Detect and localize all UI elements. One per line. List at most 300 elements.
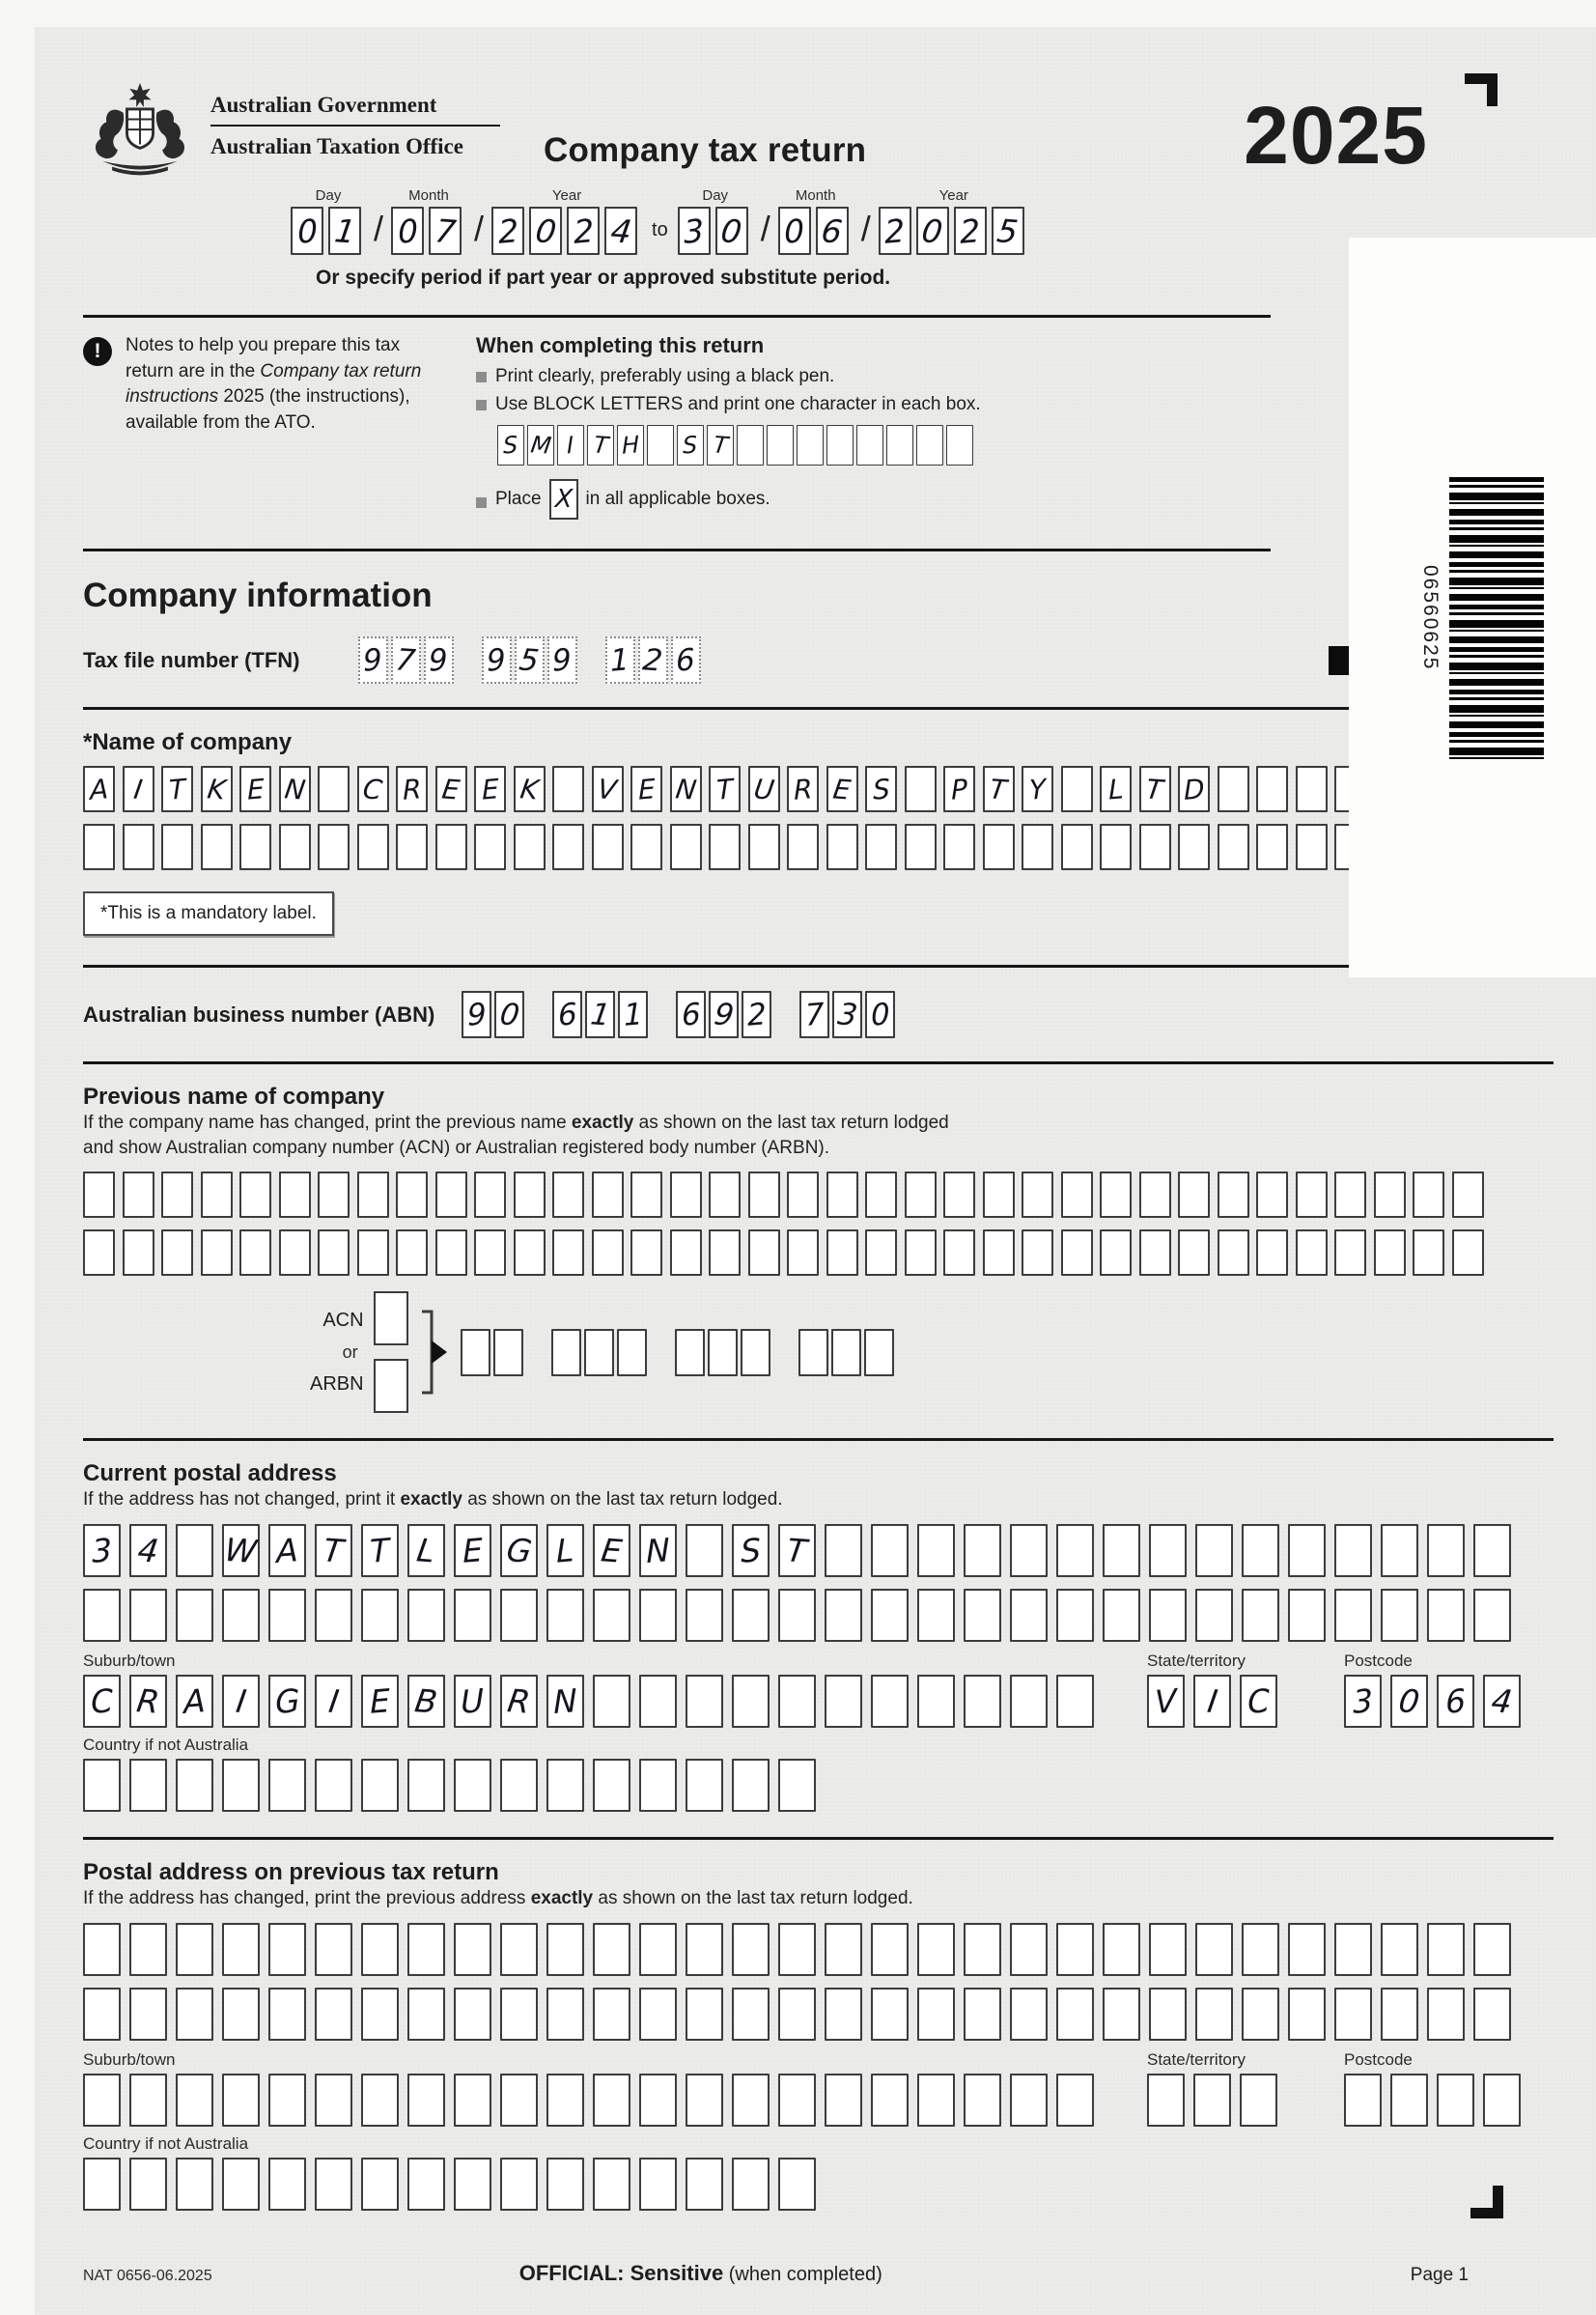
- char-box[interactable]: [407, 1988, 445, 2041]
- char-box[interactable]: [83, 1589, 121, 1642]
- char-box[interactable]: [1390, 1675, 1428, 1728]
- char-box[interactable]: [686, 1524, 723, 1577]
- char-box[interactable]: [686, 1675, 723, 1728]
- char-box[interactable]: [1413, 1172, 1444, 1218]
- char-box[interactable]: [83, 1675, 121, 1728]
- char-box[interactable]: [1149, 1589, 1187, 1642]
- char-box[interactable]: [552, 766, 584, 812]
- char-box[interactable]: [826, 425, 854, 466]
- char-box[interactable]: [742, 991, 771, 1038]
- char-box[interactable]: [500, 2158, 538, 2211]
- char-box[interactable]: [1149, 1923, 1187, 1976]
- char-box[interactable]: [943, 1229, 975, 1276]
- char-box[interactable]: [454, 1524, 491, 1577]
- char-box[interactable]: [407, 2158, 445, 2211]
- char-box[interactable]: [268, 2158, 306, 2211]
- char-box[interactable]: [222, 1675, 260, 1728]
- char-box[interactable]: [748, 1172, 780, 1218]
- char-box[interactable]: [1103, 1589, 1140, 1642]
- char-box[interactable]: [493, 1329, 523, 1376]
- char-box[interactable]: [825, 2074, 862, 2127]
- char-box[interactable]: [737, 425, 764, 466]
- char-box[interactable]: [917, 1524, 955, 1577]
- char-box[interactable]: [1103, 1988, 1140, 2041]
- char-box[interactable]: [671, 636, 701, 684]
- char-box[interactable]: [732, 2158, 770, 2211]
- char-box[interactable]: [83, 766, 115, 812]
- char-box[interactable]: [1100, 766, 1132, 812]
- char-box[interactable]: [123, 824, 154, 870]
- char-box[interactable]: [129, 1675, 167, 1728]
- char-box[interactable]: [831, 1329, 861, 1376]
- char-box[interactable]: [592, 766, 624, 812]
- char-box[interactable]: [407, 1675, 445, 1728]
- char-box[interactable]: [546, 1675, 584, 1728]
- char-box[interactable]: [787, 1172, 819, 1218]
- char-box[interactable]: [1010, 1675, 1048, 1728]
- char-box[interactable]: [176, 2158, 213, 2211]
- char-box[interactable]: [318, 1172, 350, 1218]
- char-box[interactable]: [865, 991, 895, 1038]
- char-box[interactable]: [708, 1329, 738, 1376]
- char-box[interactable]: [778, 1524, 816, 1577]
- char-box[interactable]: [992, 207, 1024, 255]
- char-box[interactable]: [357, 1229, 389, 1276]
- char-box[interactable]: [161, 766, 193, 812]
- char-box[interactable]: [917, 1675, 955, 1728]
- char-box[interactable]: [825, 1524, 862, 1577]
- char-box[interactable]: [816, 207, 849, 255]
- char-box[interactable]: [514, 1172, 546, 1218]
- char-box[interactable]: [552, 1229, 584, 1276]
- char-box[interactable]: [767, 425, 794, 466]
- char-box[interactable]: [647, 425, 674, 466]
- char-box[interactable]: [1381, 1524, 1418, 1577]
- char-box[interactable]: [778, 1675, 816, 1728]
- char-box[interactable]: [778, 207, 811, 255]
- char-box[interactable]: [1061, 1229, 1093, 1276]
- char-box[interactable]: [617, 1329, 647, 1376]
- char-box[interactable]: [592, 1172, 624, 1218]
- char-box[interactable]: [514, 1229, 546, 1276]
- char-box[interactable]: [1139, 1172, 1171, 1218]
- char-box[interactable]: [1437, 2074, 1474, 2127]
- char-box[interactable]: [482, 636, 512, 684]
- char-box[interactable]: [552, 824, 584, 870]
- char-box[interactable]: [905, 1229, 937, 1276]
- char-box[interactable]: [686, 1589, 723, 1642]
- char-box[interactable]: [357, 1172, 389, 1218]
- char-box[interactable]: [1147, 2074, 1185, 2127]
- char-box[interactable]: [435, 766, 467, 812]
- char-box[interactable]: [676, 991, 706, 1038]
- char-box[interactable]: [474, 1229, 506, 1276]
- char-box[interactable]: [871, 1589, 909, 1642]
- char-box[interactable]: [670, 766, 702, 812]
- char-box[interactable]: [1240, 1675, 1277, 1728]
- char-box[interactable]: [361, 2158, 399, 2211]
- char-box[interactable]: [361, 1988, 399, 2041]
- char-box[interactable]: [161, 1172, 193, 1218]
- char-box[interactable]: [1288, 1988, 1326, 2041]
- char-box[interactable]: [529, 207, 562, 255]
- char-box[interactable]: [514, 824, 546, 870]
- char-box[interactable]: [474, 766, 506, 812]
- char-box[interactable]: [291, 207, 323, 255]
- char-box[interactable]: [268, 1524, 306, 1577]
- char-box[interactable]: [315, 2074, 352, 2127]
- char-box[interactable]: [315, 1759, 352, 1812]
- char-box[interactable]: [83, 824, 115, 870]
- char-box[interactable]: [357, 824, 389, 870]
- char-box[interactable]: [778, 1759, 816, 1812]
- char-box[interactable]: [778, 1589, 816, 1642]
- char-box[interactable]: [474, 1172, 506, 1218]
- char-box[interactable]: [176, 1589, 213, 1642]
- char-box[interactable]: [1256, 1229, 1288, 1276]
- char-box[interactable]: [1056, 1675, 1094, 1728]
- char-box[interactable]: [593, 2158, 630, 2211]
- char-box[interactable]: [946, 425, 973, 466]
- char-box[interactable]: [865, 824, 897, 870]
- char-box[interactable]: [871, 1524, 909, 1577]
- char-box[interactable]: [552, 991, 582, 1038]
- char-box[interactable]: [675, 1329, 705, 1376]
- char-box[interactable]: [1061, 1172, 1093, 1218]
- char-box[interactable]: [239, 766, 271, 812]
- char-box[interactable]: [1256, 1172, 1288, 1218]
- char-box[interactable]: [630, 1229, 662, 1276]
- char-box[interactable]: [1010, 1923, 1048, 1976]
- char-box[interactable]: [1483, 1675, 1521, 1728]
- char-box[interactable]: [1413, 1229, 1444, 1276]
- char-box[interactable]: [587, 425, 614, 466]
- char-box[interactable]: [1381, 1988, 1418, 2041]
- char-box[interactable]: [787, 1229, 819, 1276]
- char-box[interactable]: [787, 766, 819, 812]
- char-box[interactable]: [129, 1923, 167, 1976]
- char-box[interactable]: [825, 1589, 862, 1642]
- char-box[interactable]: [964, 1524, 1001, 1577]
- char-box[interactable]: [1483, 2074, 1521, 2127]
- char-box[interactable]: [741, 1329, 770, 1376]
- char-box[interactable]: [391, 207, 424, 255]
- char-box[interactable]: [318, 766, 350, 812]
- char-box[interactable]: [83, 1172, 115, 1218]
- char-box[interactable]: [1242, 1589, 1279, 1642]
- char-box[interactable]: [1381, 1589, 1418, 1642]
- char-box[interactable]: [639, 1988, 677, 2041]
- char-box[interactable]: [1022, 824, 1053, 870]
- char-box[interactable]: [1218, 824, 1249, 870]
- char-box[interactable]: [527, 425, 554, 466]
- char-box[interactable]: [396, 824, 428, 870]
- char-box[interactable]: [491, 207, 524, 255]
- char-box[interactable]: [462, 991, 491, 1038]
- char-box[interactable]: [748, 824, 780, 870]
- char-box[interactable]: [856, 425, 883, 466]
- char-box[interactable]: [268, 1589, 306, 1642]
- char-box[interactable]: [396, 1229, 428, 1276]
- char-box[interactable]: [123, 766, 154, 812]
- char-box[interactable]: [500, 1988, 538, 2041]
- char-box[interactable]: [1452, 1229, 1484, 1276]
- char-box[interactable]: [328, 207, 361, 255]
- char-box[interactable]: [983, 766, 1015, 812]
- char-box[interactable]: [639, 1759, 677, 1812]
- char-box[interactable]: [129, 1988, 167, 2041]
- char-box[interactable]: [1242, 1923, 1279, 1976]
- char-box[interactable]: [429, 207, 462, 255]
- char-box[interactable]: [1193, 2074, 1231, 2127]
- char-box[interactable]: [500, 2074, 538, 2127]
- char-box[interactable]: [799, 991, 829, 1038]
- char-box[interactable]: [176, 1675, 213, 1728]
- char-box[interactable]: [222, 1589, 260, 1642]
- char-box[interactable]: [407, 1759, 445, 1812]
- char-box[interactable]: [593, 1923, 630, 1976]
- char-box[interactable]: [474, 824, 506, 870]
- char-box[interactable]: [454, 1759, 491, 1812]
- char-box[interactable]: [1100, 824, 1132, 870]
- char-box[interactable]: [826, 1229, 858, 1276]
- char-box[interactable]: [943, 824, 975, 870]
- char-box[interactable]: [593, 1988, 630, 2041]
- char-box[interactable]: [435, 1172, 467, 1218]
- char-box[interactable]: [825, 1675, 862, 1728]
- char-box[interactable]: [732, 1923, 770, 1976]
- char-box[interactable]: [500, 1923, 538, 1976]
- char-box[interactable]: [497, 425, 524, 466]
- char-box[interactable]: [176, 2074, 213, 2127]
- char-box[interactable]: [732, 1524, 770, 1577]
- char-box[interactable]: [176, 1524, 213, 1577]
- char-box[interactable]: [943, 1172, 975, 1218]
- char-box[interactable]: [917, 2074, 955, 2127]
- char-box[interactable]: [1334, 1589, 1372, 1642]
- char-box[interactable]: [239, 1229, 271, 1276]
- char-box[interactable]: [630, 766, 662, 812]
- char-box[interactable]: [1195, 1524, 1233, 1577]
- char-box[interactable]: [1288, 1524, 1326, 1577]
- char-box[interactable]: [500, 1759, 538, 1812]
- char-box[interactable]: [546, 1923, 584, 1976]
- char-box[interactable]: [123, 1172, 154, 1218]
- char-box[interactable]: [1178, 824, 1210, 870]
- char-box[interactable]: [865, 1172, 897, 1218]
- char-box[interactable]: [584, 1329, 614, 1376]
- char-box[interactable]: [268, 1923, 306, 1976]
- char-box[interactable]: [1296, 824, 1328, 870]
- char-box[interactable]: [201, 824, 233, 870]
- char-box[interactable]: [797, 425, 824, 466]
- char-box[interactable]: [677, 425, 704, 466]
- char-box[interactable]: [639, 2074, 677, 2127]
- char-box[interactable]: [871, 2074, 909, 2127]
- char-box[interactable]: [407, 1589, 445, 1642]
- char-box[interactable]: [686, 1759, 723, 1812]
- char-box[interactable]: [617, 425, 644, 466]
- char-box[interactable]: [1344, 1675, 1382, 1728]
- char-box[interactable]: [670, 1172, 702, 1218]
- char-box[interactable]: [905, 766, 937, 812]
- char-box[interactable]: [222, 2074, 260, 2127]
- char-box[interactable]: [1139, 1229, 1171, 1276]
- char-box[interactable]: [879, 207, 911, 255]
- char-box[interactable]: [546, 1524, 584, 1577]
- char-box[interactable]: [361, 1923, 399, 1976]
- char-box[interactable]: [500, 1675, 538, 1728]
- char-box[interactable]: [983, 1172, 1015, 1218]
- char-box[interactable]: [916, 207, 949, 255]
- char-box[interactable]: [605, 636, 635, 684]
- char-box[interactable]: [709, 1229, 741, 1276]
- char-box[interactable]: [461, 1329, 490, 1376]
- char-box[interactable]: [983, 1229, 1015, 1276]
- char-box[interactable]: [454, 1923, 491, 1976]
- char-box[interactable]: [709, 766, 741, 812]
- char-box[interactable]: [546, 1988, 584, 2041]
- char-box[interactable]: [1473, 1923, 1511, 1976]
- char-box[interactable]: [865, 766, 897, 812]
- char-box[interactable]: [1218, 1172, 1249, 1218]
- char-box[interactable]: [83, 1229, 115, 1276]
- char-box[interactable]: [315, 2158, 352, 2211]
- char-box[interactable]: [639, 1675, 677, 1728]
- char-box[interactable]: [161, 824, 193, 870]
- char-box[interactable]: [1473, 1589, 1511, 1642]
- char-box[interactable]: [83, 1524, 121, 1577]
- char-box[interactable]: [494, 991, 524, 1038]
- char-box[interactable]: [686, 2074, 723, 2127]
- char-box[interactable]: [83, 2158, 121, 2211]
- char-box[interactable]: [361, 1524, 399, 1577]
- char-box[interactable]: [123, 1229, 154, 1276]
- char-box[interactable]: [639, 1524, 677, 1577]
- char-box[interactable]: [630, 824, 662, 870]
- char-box[interactable]: [732, 1589, 770, 1642]
- char-box[interactable]: [1149, 1524, 1187, 1577]
- char-box[interactable]: [83, 1988, 121, 2041]
- char-box[interactable]: [1344, 2074, 1382, 2127]
- char-box[interactable]: [709, 991, 739, 1038]
- char-box[interactable]: [917, 1988, 955, 2041]
- char-box[interactable]: [1452, 1172, 1484, 1218]
- char-box[interactable]: [593, 1524, 630, 1577]
- char-box[interactable]: [954, 207, 987, 255]
- char-box[interactable]: [361, 2074, 399, 2127]
- char-box[interactable]: [268, 1675, 306, 1728]
- char-box[interactable]: [778, 1988, 816, 2041]
- char-box[interactable]: [732, 1988, 770, 2041]
- char-box[interactable]: [1242, 1988, 1279, 2041]
- char-box[interactable]: [547, 636, 577, 684]
- char-box[interactable]: [1178, 1229, 1210, 1276]
- char-box[interactable]: [318, 1229, 350, 1276]
- acn-checkbox[interactable]: [374, 1291, 408, 1345]
- char-box[interactable]: [454, 2158, 491, 2211]
- char-box[interactable]: [964, 1589, 1001, 1642]
- char-box[interactable]: [435, 1229, 467, 1276]
- char-box[interactable]: [871, 1675, 909, 1728]
- char-box[interactable]: [222, 1759, 260, 1812]
- char-box[interactable]: [709, 1172, 741, 1218]
- char-box[interactable]: [1218, 766, 1249, 812]
- char-box[interactable]: [1427, 1923, 1465, 1976]
- char-box[interactable]: [1242, 1524, 1279, 1577]
- char-box[interactable]: [1139, 824, 1171, 870]
- char-box[interactable]: [424, 636, 454, 684]
- char-box[interactable]: [315, 1675, 352, 1728]
- char-box[interactable]: [1240, 2074, 1277, 2127]
- char-box[interactable]: [1296, 766, 1328, 812]
- char-box[interactable]: [279, 766, 311, 812]
- char-box[interactable]: [500, 1524, 538, 1577]
- char-box[interactable]: [318, 824, 350, 870]
- char-box[interactable]: [201, 1229, 233, 1276]
- char-box[interactable]: [315, 1589, 352, 1642]
- char-box[interactable]: [1473, 1988, 1511, 2041]
- char-box[interactable]: [825, 1988, 862, 2041]
- char-box[interactable]: [1178, 1172, 1210, 1218]
- char-box[interactable]: [268, 1759, 306, 1812]
- char-box[interactable]: [83, 2074, 121, 2127]
- char-box[interactable]: [129, 1759, 167, 1812]
- char-box[interactable]: [1334, 1923, 1372, 1976]
- char-box[interactable]: [201, 766, 233, 812]
- char-box[interactable]: [1334, 1229, 1366, 1276]
- char-box[interactable]: [222, 1988, 260, 2041]
- char-box[interactable]: [176, 1759, 213, 1812]
- char-box[interactable]: [1381, 1923, 1418, 1976]
- char-box[interactable]: [593, 1589, 630, 1642]
- char-box[interactable]: [268, 1988, 306, 2041]
- char-box[interactable]: [1056, 1589, 1094, 1642]
- char-box[interactable]: [825, 1923, 862, 1976]
- char-box[interactable]: [826, 824, 858, 870]
- char-box[interactable]: [129, 2158, 167, 2211]
- char-box[interactable]: [592, 1229, 624, 1276]
- char-box[interactable]: [129, 1589, 167, 1642]
- char-box[interactable]: [279, 1172, 311, 1218]
- char-box[interactable]: [129, 1524, 167, 1577]
- char-box[interactable]: [826, 766, 858, 812]
- char-box[interactable]: [1056, 2074, 1094, 2127]
- char-box[interactable]: [1427, 1988, 1465, 2041]
- char-box[interactable]: [239, 824, 271, 870]
- char-box[interactable]: [551, 1329, 581, 1376]
- char-box[interactable]: [279, 824, 311, 870]
- char-box[interactable]: [546, 2074, 584, 2127]
- char-box[interactable]: [709, 824, 741, 870]
- char-box[interactable]: [964, 1675, 1001, 1728]
- char-box[interactable]: [592, 824, 624, 870]
- char-box[interactable]: [1022, 766, 1053, 812]
- char-box[interactable]: [604, 207, 637, 255]
- char-box[interactable]: [732, 1675, 770, 1728]
- char-box[interactable]: [358, 636, 388, 684]
- char-box[interactable]: [268, 2074, 306, 2127]
- char-box[interactable]: [1178, 766, 1210, 812]
- char-box[interactable]: [1374, 1229, 1406, 1276]
- char-box[interactable]: [670, 824, 702, 870]
- char-box[interactable]: [396, 766, 428, 812]
- char-box[interactable]: [515, 636, 545, 684]
- char-box[interactable]: [871, 1988, 909, 2041]
- char-box[interactable]: [917, 1923, 955, 1976]
- char-box[interactable]: [585, 991, 615, 1038]
- char-box[interactable]: [557, 425, 584, 466]
